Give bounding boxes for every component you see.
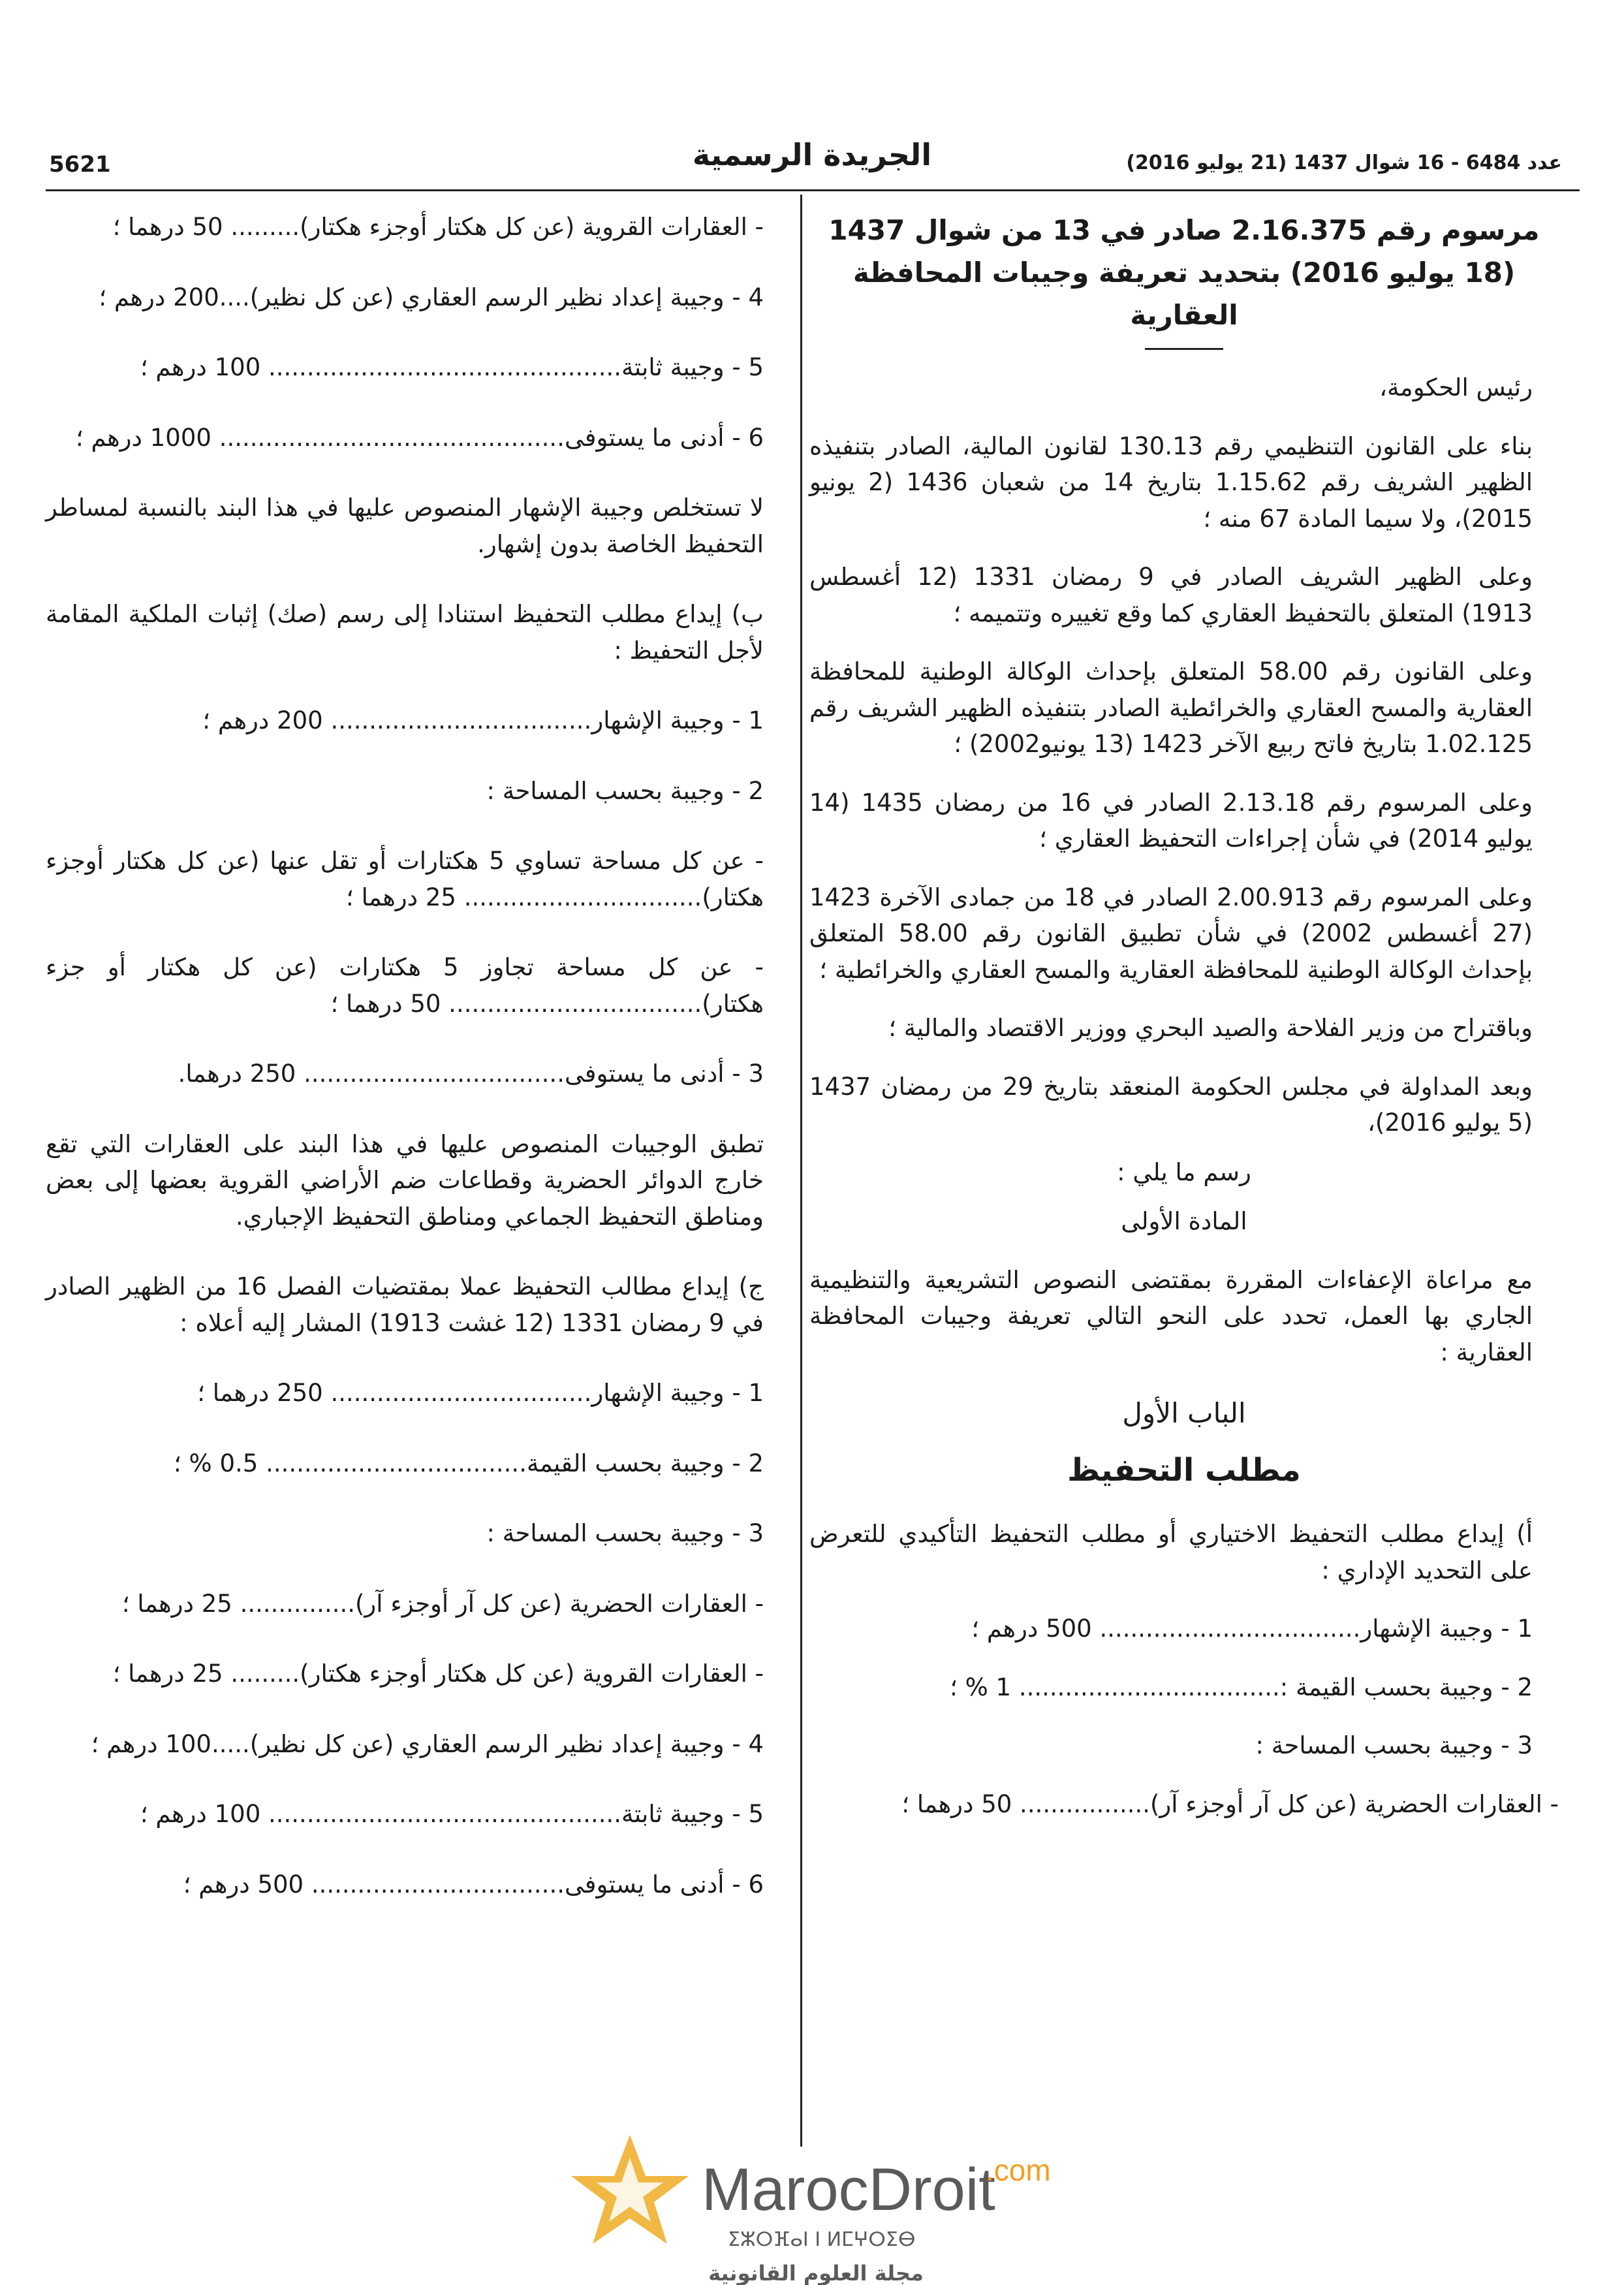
list-item: ج) إيداع مطالب التحفيظ عملا بمقتضيات الفصل 16 من الظهير الصادر في 9 رمضان 1331 (12 غشت 1913) المشار إليه أعلاه :: [46, 1272, 764, 1337]
fee-line: 6 - أدنى ما يستوفى................................. 500 درهم ؛: [183, 1870, 764, 1899]
fee-line: - عن كل مساحة تجاوز 5 هكتارات (عن كل هكتار أو جزء هكتار)................................. 50 درهما ؛: [46, 953, 764, 1018]
star-icon: [571, 2135, 689, 2244]
title-separator: [1145, 348, 1223, 350]
fee-line: 3 - أدنى ما يستوفى.................................. 250 درهما.: [178, 1060, 764, 1088]
fee-line: 3 - وجيبة بحسب المساحة :: [1255, 1731, 1533, 1760]
chapter-heading: الباب الأول: [1122, 1397, 1246, 1430]
brand-tld: .com: [986, 2153, 1051, 2187]
head-of-government: رئيس الحكومة،: [1379, 373, 1533, 402]
preamble-paragraph: بناء على القانون التنظيمي رقم 130.13 لقانون المالية، الصادر بتنفيذه الظهير الشريف رقم 1.15.62 بتاريخ 14 من شعبان 1436 (2 يونيو 2015)، ولا سيما المادة 67 منه ؛: [809, 432, 1533, 533]
issue-info: عدد 6484 - 16 شوال 1437 (21 يوليو 2016): [1126, 151, 1562, 174]
list-item: ب) إيداع مطلب التحفيظ استنادا إلى رسم (صك) إثبات الملكية المقامة لأجل التحفيظ :: [46, 600, 764, 665]
article-paragraph: مع مراعاة الإعفاءات المقررة بمقتضى النصوص التشريعية والتنظيمية الجاري بها العمل، تحدد على النحو التالي تعريفة وجيبات المحافظة العقارية :: [809, 1265, 1533, 1366]
fee-line: 4 - وجيبة إعداد نظير الرسم العقاري (عن كل نظير)....200 درهم ؛: [99, 283, 764, 311]
fee-line: 5 - وجيبة ثابتة.............................................. 100 درهم ؛: [140, 353, 764, 381]
header-rule: [46, 189, 1580, 191]
fee-line: 1 - وجيبة الإشهار.................................. 250 درهما ؛: [197, 1379, 764, 1407]
left-column: [46, 209, 764, 1902]
chapter-title: مطلب التحفيظ: [1067, 1452, 1301, 1489]
article-heading: المادة الأولى: [1121, 1207, 1247, 1236]
fee-line: - العقارات القروية (عن كل هكتار أوجزء هكتار)......... 50 درهما ؛: [112, 213, 764, 241]
decreed-line: رسم ما يلي :: [1117, 1158, 1251, 1186]
page-number: 5621: [49, 151, 111, 178]
right-column: [809, 209, 1559, 1822]
preamble-paragraph: وعلى القانون رقم 58.00 المتعلق بإحداث الوكالة الوطنية للمحافظة العقارية والمسح العقاري والخرائطية الصادر بتنفيذه الظهير الشريف رقم 1.02.125 بتاريخ فاتح ربيع الآخر 1423 (13 يونيو2002) ؛: [809, 657, 1533, 759]
fee-line: - العقارات الحضرية (عن كل آر أوجزء آر)............... 25 درهما ؛: [121, 1589, 764, 1618]
fee-line: 2 - وجيبة بحسب القيمة :.................................. 1 % ؛: [950, 1673, 1533, 1701]
fee-line: - العقارات القروية (عن كل هكتار أوجزء هكتار)......... 25 درهما ؛: [112, 1660, 764, 1688]
fee-line: 2 - وجيبة بحسب القيمة.................................. 0.5 % ؛: [174, 1449, 764, 1477]
decree-title-line-2: (18 يوليو 2016) بتحديد تعريفة وجيبات المحافظة العقارية: [852, 257, 1516, 332]
column-divider: [800, 195, 802, 2147]
fee-line: 6 - أدنى ما يستوفى............................................. 1000 درهم ؛: [76, 423, 764, 452]
fee-line: 2 - وجيبة بحسب المساحة :: [486, 776, 764, 805]
gazette-title: الجريدة الرسمية: [692, 137, 932, 172]
fee-line: - عن كل مساحة تساوي 5 هكتارات أو تقل عنها (عن كل هكتار أوجزء هكتار)............................... 25 درهما ؛: [46, 847, 764, 911]
fee-line: 3 - وجيبة بحسب المساحة :: [486, 1519, 764, 1547]
marocdroit-watermark-logo: [568, 2132, 1064, 2285]
note-paragraph: لا تستخلص وجيبة الإشهار المنصوص عليها في هذا البند بالنسبة لمساطر التحفيظ الخاصة بدون إشهار.: [46, 494, 764, 558]
decree-title-line-1: مرسوم رقم 2.16.375 صادر في 13 من شوال 1437: [828, 214, 1540, 246]
note-paragraph: تطبق الوجيبات المنصوص عليها في هذا البند على العقارات التي تقع خارج الدوائر الحضرية وقطاعات ضم الأراضي القروية بعضها إلى بعض ومناطق التحفيظ الجماعي ومناطق التحفيظ الإجباري.: [46, 1129, 764, 1231]
list-item: أ) إيداع مطلب التحفيظ الاختياري أو مطلب التحفيظ التأكيدي للتعرض على التحديد الإداري :: [809, 1520, 1533, 1584]
fee-line: 5 - وجيبة ثابتة.............................................. 100 درهم ؛: [140, 1800, 764, 1828]
fee-line: 1 - وجيبة الإشهار.................................. 200 درهم ؛: [202, 706, 764, 734]
preamble-paragraph: وباقتراح من وزير الفلاحة والصيد البحري ووزير الاقتصاد والمالية ؛: [888, 1014, 1533, 1043]
watermark-tagline: مجلة العلوم القانونية: [708, 2261, 924, 2285]
fee-line: 4 - وجيبة إعداد نظير الرسم العقاري (عن كل نظير).....100 درهم ؛: [91, 1729, 764, 1758]
tifinagh-subtitle: ⵉⵣⵔⴼⴰⵏ ⵏ ⵍⵎⵖⵔⵉⴱ: [728, 2228, 916, 2251]
preamble-paragraph: وبعد المداولة في مجلس الحكومة المنعقد بتاريخ 29 من رمضان 1437 (5 يوليو 2016)،: [809, 1072, 1533, 1137]
preamble-paragraph: وعلى الظهير الشريف الصادر في 9 رمضان 1331 (12 أغسطس 1913) المتعلق بالتحفيظ العقاري كما وقع تغييره وتتميمه ؛: [809, 563, 1533, 627]
brand-name: MarocDroit: [702, 2156, 995, 2223]
preamble-paragraph: وعلى المرسوم رقم 2.13.18 الصادر في 16 من رمضان 1435 (14 يوليو 2014) في شأن إجراءات التحفيظ العقاري ؛: [809, 788, 1533, 853]
fee-line: - العقارات الحضرية (عن كل آر أوجزء آر)................. 50 درهما ؛: [901, 1789, 1559, 1818]
fee-line: 1 - وجيبة الإشهار.................................. 500 درهم ؛: [971, 1615, 1533, 1643]
preamble-paragraph: وعلى المرسوم رقم 2.00.913 الصادر في 18 من جمادى الآخرة 1423 (27 أغسطس 2002) في شأن تطبيق القانون رقم 58.00 المتعلق بإحداث الوكالة الوطنية للمحافظة العقارية والمسح العقاري والخرائطية ؛: [809, 883, 1533, 984]
